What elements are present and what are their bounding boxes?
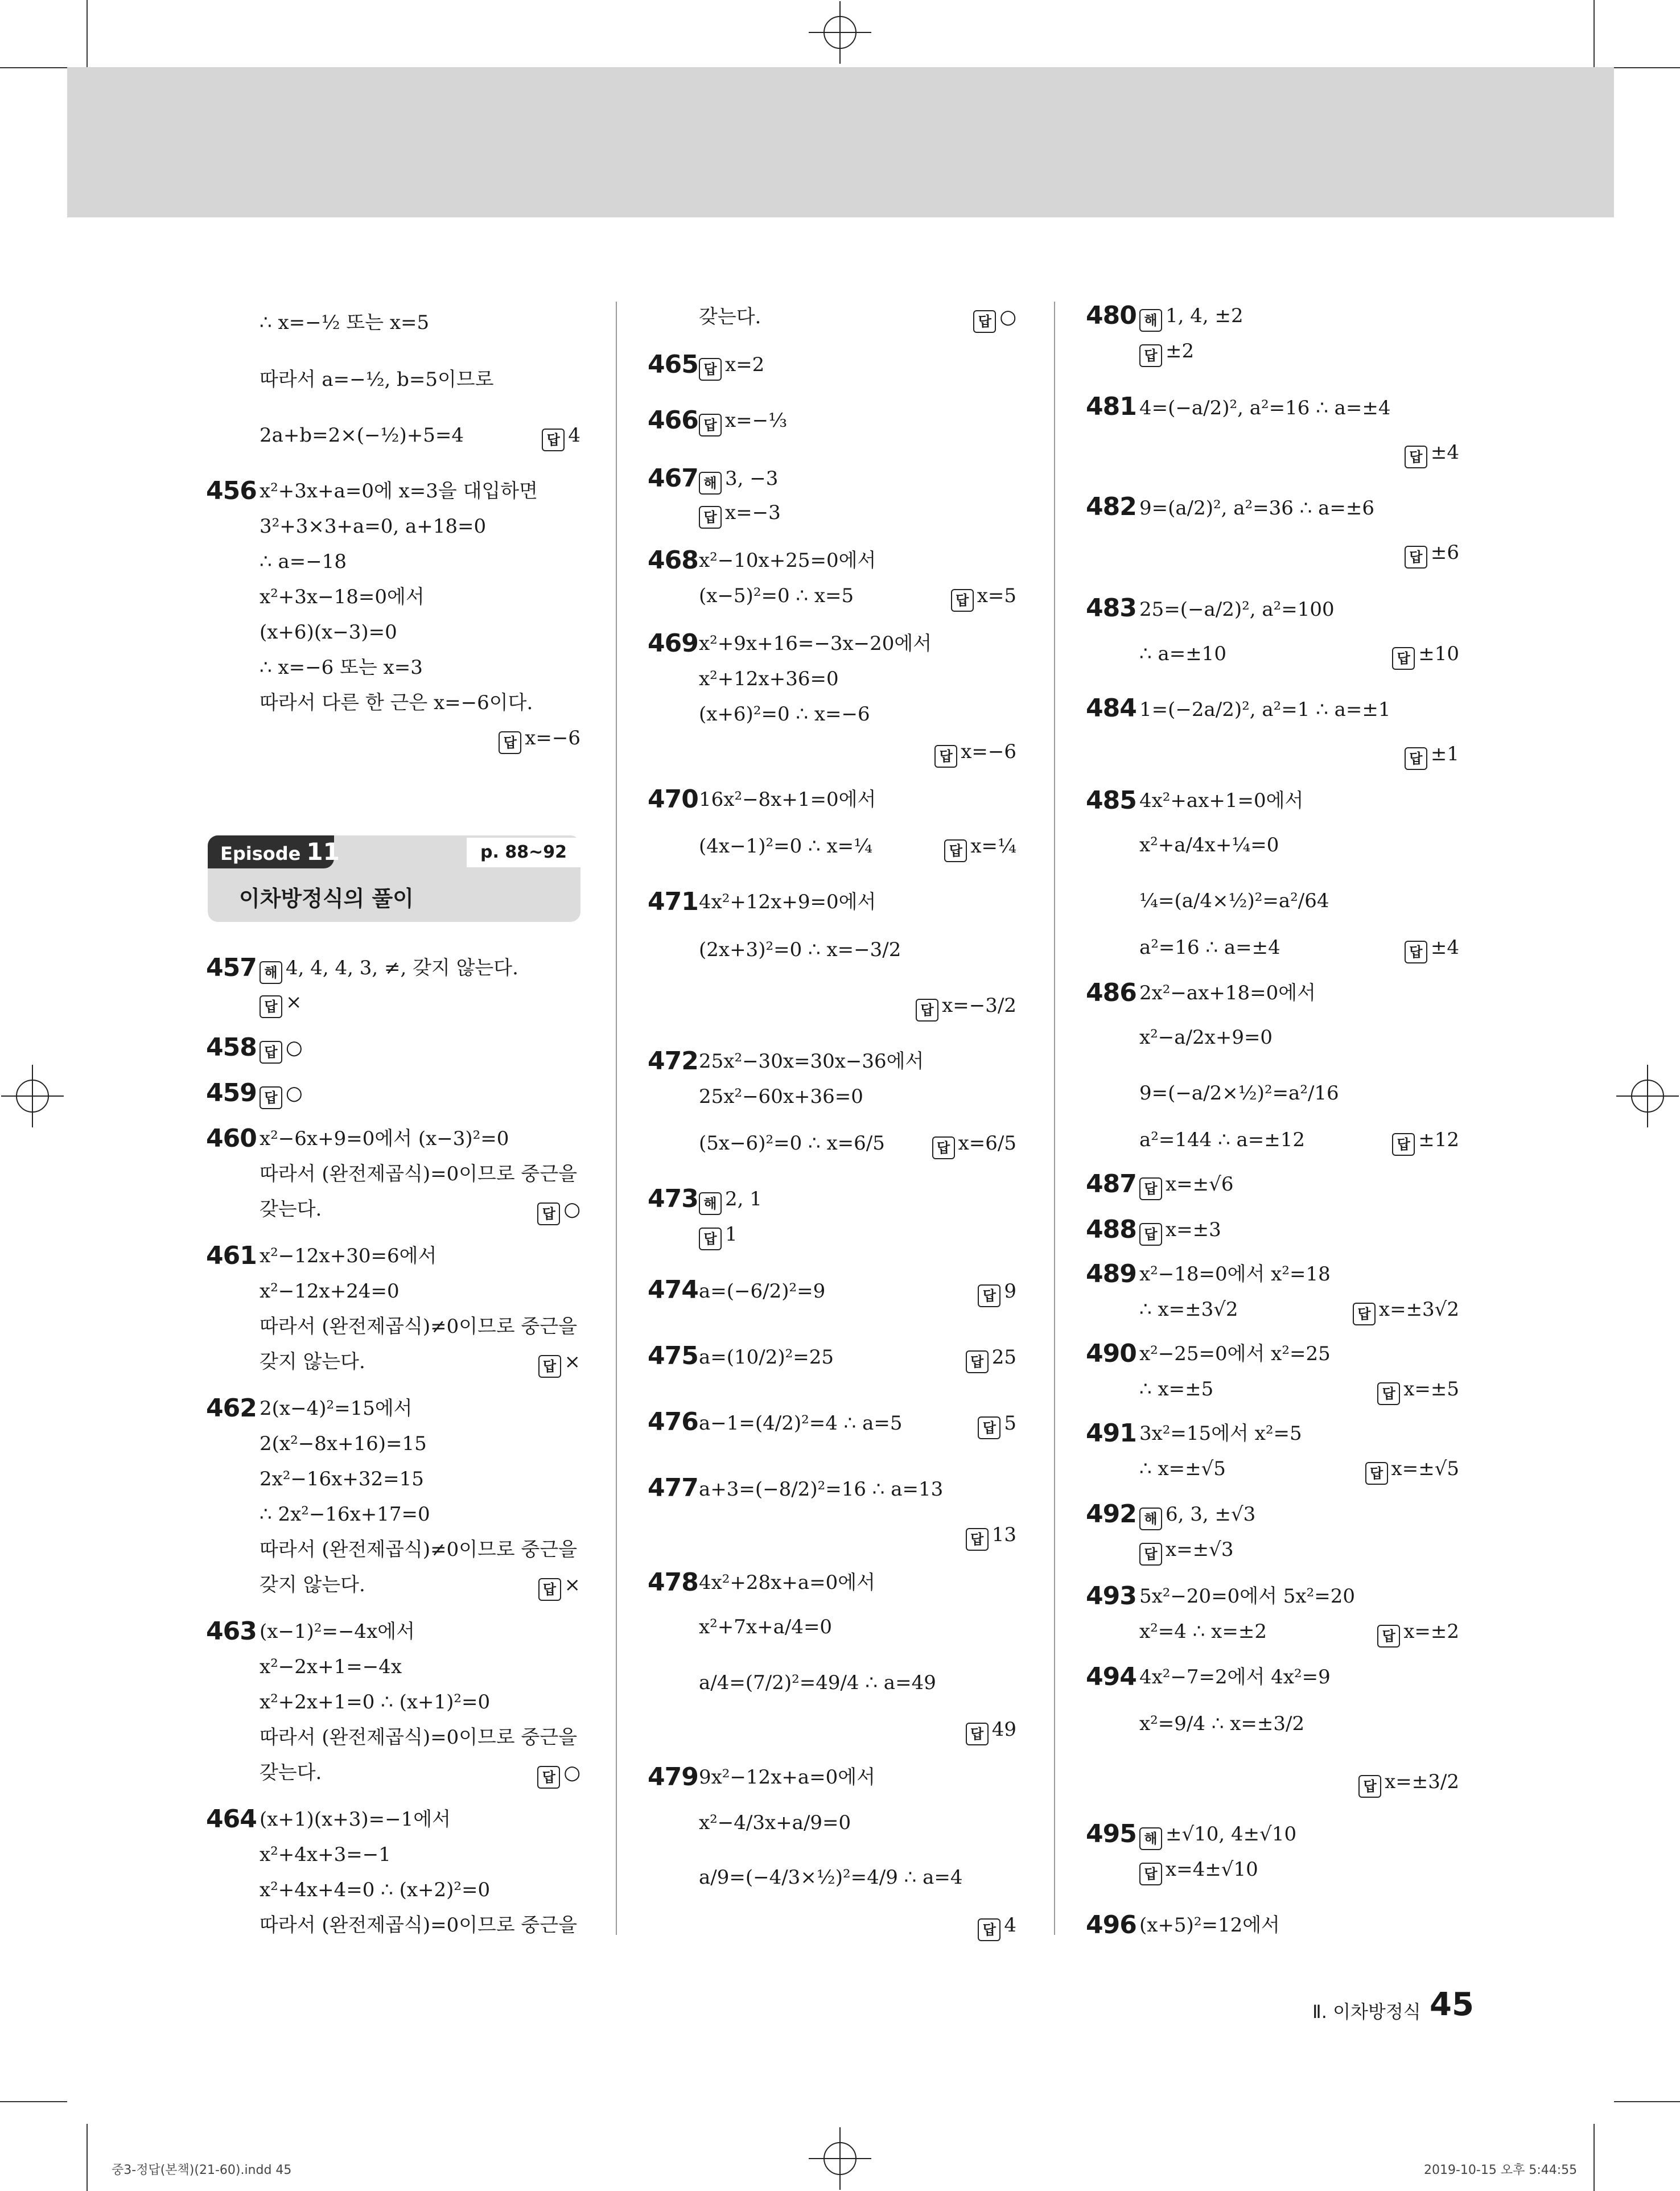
problem-number: 476 xyxy=(648,1407,698,1436)
solution-line: 갖는다. xyxy=(699,306,761,328)
answer-mark: 답 xyxy=(978,1416,1000,1439)
answer: 답 × xyxy=(538,1572,581,1601)
solution-line: x²+2x+1=0 ∴ (x+1)²=0 xyxy=(260,1691,491,1714)
answer-mark: 답 xyxy=(966,1723,989,1745)
registration-mark-left xyxy=(1,1065,64,1127)
solution-line: x²−4/3x+a/9=0 xyxy=(699,1811,851,1834)
solution-line: x²+3x−18=0에서 xyxy=(260,586,425,608)
answer-mark: 답 xyxy=(916,999,938,1022)
solution-line: 따라서 다른 한 근은 x=−6이다. xyxy=(260,691,533,714)
solution-line: ∴ x=−6 또는 x=3 xyxy=(260,656,423,679)
answer: 답 9 xyxy=(978,1278,1016,1307)
answer-mark: 답 xyxy=(699,506,722,529)
solution-line: (x−5)²=0 ∴ x=5 xyxy=(699,584,854,607)
explanation-mark: 해 xyxy=(699,472,722,495)
solution-line: 9=(−a/2×½)²=a²/16 xyxy=(1139,1082,1339,1105)
answer: 답 x=±5 xyxy=(1377,1376,1459,1405)
answer: 답 5 xyxy=(978,1410,1016,1439)
answer: 답 ○ xyxy=(973,304,1016,333)
page-number: 45 xyxy=(1430,1986,1474,2023)
solution-line: a/4=(7/2)²=49/4 ∴ a=49 xyxy=(699,1671,936,1694)
answer-mark: 답 xyxy=(944,839,967,862)
solution-line: (x+6)(x−3)=0 xyxy=(260,621,397,644)
answer: 답 ±12 xyxy=(1392,1127,1459,1156)
solution-line: 3²+3×3+a=0, a+18=0 xyxy=(260,515,487,538)
solution-line: ∴ a=±10 xyxy=(1139,643,1226,665)
answer-mark: 답 xyxy=(1377,1382,1400,1405)
solution-line: 해 1, 4, ±2 xyxy=(1139,303,1243,332)
solution-line: 1=(−2a/2)², a²=1 ∴ a=±1 xyxy=(1139,698,1391,721)
answer-mark: 답 xyxy=(1405,747,1427,770)
answer-mark: 답 xyxy=(1139,1177,1162,1200)
answer-mark: 답 xyxy=(699,1228,722,1250)
answer-mark: 답 xyxy=(1139,1543,1162,1566)
solution-line: x²−10x+25=0에서 xyxy=(699,549,876,572)
solution-line: 해 6, 3, ±√3 xyxy=(1139,1501,1255,1530)
trim-line-left-bottom xyxy=(0,2101,67,2102)
solution-line: x²−18=0에서 x²=18 xyxy=(1139,1263,1331,1286)
answer-mark: 답 xyxy=(951,589,974,612)
solution-line: 4x²+28x+a=0에서 xyxy=(699,1571,875,1594)
episode-number: 11 xyxy=(306,838,340,866)
solution-line: 따라서 (완전제곱식)=0이므로 중근을 xyxy=(260,1726,578,1749)
problem-number: 466 xyxy=(648,406,698,435)
problem-number: 480 xyxy=(1086,301,1137,330)
problem-number: 471 xyxy=(648,887,698,916)
solution-line: a/9=(−4/3×½)²=4/9 ∴ a=4 xyxy=(699,1866,963,1889)
solution-line: 9x²−12x+a=0에서 xyxy=(699,1766,875,1789)
answer: 답 x=5 xyxy=(951,583,1016,612)
answer-mark: 답 xyxy=(1405,941,1427,963)
explanation-mark: 해 xyxy=(1139,1508,1162,1530)
solution-line: 갖지 않는다. xyxy=(260,1350,365,1373)
problem-number: 464 xyxy=(206,1805,257,1834)
solution-line: ∴ x=±√5 xyxy=(1139,1457,1226,1480)
answer-mark: 답 xyxy=(1392,647,1415,670)
answer-mark: 답 xyxy=(260,995,282,1018)
answer: 답 x=2 xyxy=(699,352,764,381)
answer: 답 ±1 xyxy=(1405,741,1459,770)
answer: 답 4 xyxy=(978,1912,1016,1941)
explanation-mark: 해 xyxy=(1139,309,1162,332)
answer-mark: 답 xyxy=(966,1350,989,1373)
trim-line-top-left xyxy=(87,0,88,67)
solution-line: x²+12x+36=0 xyxy=(699,668,839,690)
registration-mark-right xyxy=(1616,1065,1679,1127)
explanation-mark: 해 xyxy=(260,961,282,984)
answer: 답 49 xyxy=(966,1716,1016,1745)
footer-section-label: Ⅱ. 이차방정식 xyxy=(1312,2001,1421,2023)
header-gray-band xyxy=(67,67,1614,217)
solution-line: 4x²+ax+1=0에서 xyxy=(1139,789,1304,812)
problem-number: 461 xyxy=(206,1241,257,1270)
solution-line: (x+1)(x+3)=−1에서 xyxy=(260,1808,451,1831)
solution-line: x²+7x+a/4=0 xyxy=(699,1616,833,1638)
print-slug-date: 2019-10-15 오후 5:44:55 xyxy=(1424,2163,1578,2177)
problem-number: 465 xyxy=(648,350,698,379)
answer-mark: 답 xyxy=(537,1202,560,1225)
answer: 답 x=−3/2 xyxy=(916,992,1016,1022)
answer-mark: 답 xyxy=(542,429,565,451)
problem-number: 469 xyxy=(648,629,698,658)
trim-line-left-top xyxy=(0,67,67,68)
explanation-mark: 해 xyxy=(1139,1827,1162,1850)
solution-line: 2x²−16x+32=15 xyxy=(260,1468,424,1490)
problem-number: 494 xyxy=(1086,1662,1137,1691)
answer-mark: 답 xyxy=(932,1136,955,1159)
problem-number: 482 xyxy=(1086,492,1137,521)
answer-mark: 답 xyxy=(1377,1625,1400,1648)
problem-number: 458 xyxy=(206,1033,257,1062)
answer-mark: 답 xyxy=(1358,1775,1381,1798)
solution-line: ¼=(a/4×½)²=a²/64 xyxy=(1139,889,1329,912)
solution-line: x²−25=0에서 x²=25 xyxy=(1139,1342,1331,1365)
solution-line: x²=4 ∴ x=±2 xyxy=(1139,1620,1267,1643)
problem-number: 484 xyxy=(1086,694,1137,723)
answer: 답 x=±3/2 xyxy=(1358,1769,1459,1798)
solution-line: ∴ a=−18 xyxy=(260,550,347,573)
solution-line: (x+5)²=12에서 xyxy=(1139,1914,1280,1937)
solution-line: 25x²−60x+36=0 xyxy=(699,1085,863,1108)
problem-number: 486 xyxy=(1086,978,1137,1007)
answer-mark: 답 xyxy=(699,358,722,381)
solution-line: 4x²+12x+9=0에서 xyxy=(699,891,876,913)
answer-mark: 답 xyxy=(1365,1462,1388,1485)
answer: 답 ±6 xyxy=(1405,539,1459,569)
solution-line: 25=(−a/2)², a²=100 xyxy=(1139,598,1335,621)
episode-title: 이차방정식의 풀이 xyxy=(239,886,414,911)
solution-line: (2x+3)²=0 ∴ x=−3/2 xyxy=(699,938,901,961)
answer: 답 ○ xyxy=(260,1035,303,1064)
answer: 답 13 xyxy=(966,1522,1016,1551)
problem-number: 490 xyxy=(1086,1339,1137,1368)
problem-number: 496 xyxy=(1086,1910,1137,1939)
solution-line: ∴ x=±3√2 xyxy=(1139,1298,1238,1321)
solution-line: a²=16 ∴ a=±4 xyxy=(1139,936,1280,959)
solution-line: 해 4, 4, 4, 3, ≠, 갖지 않는다. xyxy=(260,955,518,984)
answer: 답 ±4 xyxy=(1405,439,1459,468)
problem-number: 460 xyxy=(206,1124,257,1153)
solution-line: x²+3x+a=0에 x=3을 대입하면 xyxy=(260,480,538,503)
solution-line: a²=144 ∴ a=±12 xyxy=(1139,1129,1306,1151)
solution-line: x²−2x+1=−4x xyxy=(260,1655,402,1678)
answer: 답 ±10 xyxy=(1392,641,1459,670)
solution-line: 9=(a/2)², a²=36 ∴ a=±6 xyxy=(1139,497,1375,520)
trim-line-bottom-left xyxy=(87,2124,88,2191)
solution-line: x²−12x+24=0 xyxy=(260,1280,400,1303)
trim-line-right-bottom xyxy=(1614,2101,1680,2102)
answer-mark: 답 xyxy=(538,1578,561,1601)
solution-line: 따라서 (완전제곱식)=0이므로 중근을 xyxy=(260,1914,578,1937)
solution-line: x²+4x+4=0 ∴ (x+2)²=0 xyxy=(260,1879,491,1901)
column-divider-2 xyxy=(1054,302,1055,1935)
answer: 답 x=−6 xyxy=(934,739,1016,768)
answer: 답 ±4 xyxy=(1405,934,1459,963)
solution-line: 갖는다. xyxy=(260,1198,322,1221)
answer-mark: 답 xyxy=(934,745,957,768)
episode-page-range: p. 88~92 xyxy=(467,838,580,867)
solution-line: 따라서 (완전제곱식)=0이므로 중근을 xyxy=(260,1163,578,1185)
problem-number: 481 xyxy=(1086,392,1137,421)
solution-line: (5x−6)²=0 ∴ x=6/5 xyxy=(699,1132,885,1155)
problem-number: 477 xyxy=(648,1473,698,1502)
solution-line: 5x²−20=0에서 5x²=20 xyxy=(1139,1585,1355,1608)
solution-line: x²+4x+3=−1 xyxy=(260,1843,391,1866)
solution-line: ∴ x=−½ 또는 x=5 xyxy=(260,311,430,334)
solution-line: 4x²−7=2에서 4x²=9 xyxy=(1139,1666,1331,1688)
problem-number: 463 xyxy=(206,1617,257,1646)
problem-number: 478 xyxy=(648,1568,698,1597)
problem-number: 485 xyxy=(1086,786,1137,815)
solution-line: 갖지 않는다. xyxy=(260,1574,365,1596)
registration-mark-top xyxy=(809,1,871,64)
answer: 답 x=±2 xyxy=(1377,1618,1459,1648)
solution-line: a=(−6/2)²=9 xyxy=(699,1280,826,1303)
solution-line: (x+6)²=0 ∴ x=−6 xyxy=(699,703,870,726)
answer-mark: 답 xyxy=(978,1284,1000,1307)
answer: 답 4 xyxy=(542,422,580,451)
problem-number: 493 xyxy=(1086,1582,1137,1611)
solution-line: 3x²=15에서 x²=5 xyxy=(1139,1422,1302,1445)
trim-line-right-top xyxy=(1614,67,1680,68)
answer-mark: 답 xyxy=(1405,446,1427,468)
answer: 답 x=−3 xyxy=(699,500,781,529)
answer-mark: 답 xyxy=(499,731,521,754)
answer-mark: 답 xyxy=(260,1041,282,1064)
problem-number: 473 xyxy=(648,1184,698,1213)
problem-number: 492 xyxy=(1086,1500,1137,1529)
solution-line: (4x−1)²=0 ∴ x=¼ xyxy=(699,835,873,858)
answer-mark: 답 xyxy=(699,414,722,436)
print-slug-file: 중3-정답(본책)(21-60).indd 45 xyxy=(112,2163,292,2177)
answer: 답 x=±3√2 xyxy=(1353,1296,1459,1325)
answer: 답 1 xyxy=(699,1221,738,1250)
solution-line: a+3=(−8/2)²=16 ∴ a=13 xyxy=(699,1478,944,1501)
answer: 답 x=±√5 xyxy=(1365,1456,1459,1485)
answer: 답 ○ xyxy=(537,1760,580,1789)
solution-line: 해 2, 1 xyxy=(699,1186,762,1215)
solution-line: x²−a/2x+9=0 xyxy=(1139,1026,1273,1049)
answer: 답 x=−6 xyxy=(499,725,580,754)
solution-line: 2(x²−8x+16)=15 xyxy=(260,1432,427,1455)
problem-number: 489 xyxy=(1086,1259,1137,1288)
answer-mark: 답 xyxy=(1139,1223,1162,1246)
solution-line: 25x²−30x=30x−36에서 xyxy=(699,1050,924,1073)
solution-line: ∴ 2x²−16x+17=0 xyxy=(260,1503,430,1526)
solution-line: 4=(−a/2)², a²=16 ∴ a=±4 xyxy=(1139,397,1391,419)
solution-line: 따라서 (완전제곱식)≠0이므로 중근을 xyxy=(260,1315,578,1338)
answer: 답 × xyxy=(260,989,302,1018)
problem-number: 456 xyxy=(206,476,257,505)
answer-mark: 답 xyxy=(1139,344,1162,367)
answer-mark: 답 xyxy=(538,1355,561,1378)
solution-line: x²=9/4 ∴ x=±3/2 xyxy=(1139,1712,1305,1735)
problem-number: 468 xyxy=(648,546,698,575)
column-divider-1 xyxy=(616,302,617,1935)
solution-line: 2a+b=2×(−½)+5=4 xyxy=(260,424,464,447)
solution-line: 2(x−4)²=15에서 xyxy=(260,1397,413,1420)
solution-line: x²+a/4x+¼=0 xyxy=(1139,834,1279,856)
trim-line-top-right xyxy=(1593,0,1595,67)
answer: 답 x=±√3 xyxy=(1139,1537,1233,1566)
answer-mark: 답 xyxy=(978,1918,1000,1941)
answer: 답 ○ xyxy=(260,1080,303,1109)
episode-tag: Episode 11 xyxy=(208,835,334,868)
problem-number: 474 xyxy=(648,1275,698,1304)
solution-line: 해 3, −3 xyxy=(699,466,778,495)
answer: 답 x=4±√10 xyxy=(1139,1856,1258,1885)
problem-number: 495 xyxy=(1086,1819,1137,1848)
problem-number: 479 xyxy=(648,1762,698,1791)
problem-number: 487 xyxy=(1086,1169,1137,1199)
solution-line: x²−12x+30=6에서 xyxy=(260,1245,437,1267)
solution-line: (x−1)²=−4x에서 xyxy=(260,1620,415,1643)
problem-number: 459 xyxy=(206,1078,257,1107)
answer-mark: 답 xyxy=(537,1766,560,1789)
problem-number: 467 xyxy=(648,464,698,493)
solution-line: 해 ±√10, 4±√10 xyxy=(1139,1821,1296,1850)
answer: 답 25 xyxy=(966,1344,1016,1373)
solution-line: x²−6x+9=0에서 (x−3)²=0 xyxy=(260,1127,509,1150)
problem-number: 457 xyxy=(206,953,257,982)
solution-line: 갖는다. xyxy=(260,1761,322,1784)
solution-line: 16x²−8x+1=0에서 xyxy=(699,788,876,811)
solution-line: ∴ x=±5 xyxy=(1139,1378,1214,1401)
answer: 답 x=±3 xyxy=(1139,1217,1221,1246)
answer-mark: 답 xyxy=(1405,546,1427,569)
solution-line: x²+9x+16=−3x−20에서 xyxy=(699,632,932,655)
answer: 답 ±2 xyxy=(1139,338,1194,367)
answer-mark: 답 xyxy=(1139,1863,1162,1885)
answer: 답 x=¼ xyxy=(944,833,1016,862)
solution-line: a=(10/2)²=25 xyxy=(699,1346,834,1369)
answer-mark: 답 xyxy=(1392,1133,1415,1156)
solution-line: 따라서 a=−½, b=5이므로 xyxy=(260,368,494,391)
problem-number: 488 xyxy=(1086,1215,1137,1244)
problem-number: 462 xyxy=(206,1394,257,1423)
answer-mark: 답 xyxy=(1353,1303,1376,1325)
problem-number: 483 xyxy=(1086,594,1137,623)
trim-line-bottom-right xyxy=(1593,2124,1595,2191)
answer: 답 ○ xyxy=(537,1196,580,1225)
solution-line: 2x²−ax+18=0에서 xyxy=(1139,982,1316,1004)
explanation-mark: 해 xyxy=(699,1192,722,1215)
problem-number: 491 xyxy=(1086,1419,1137,1448)
problem-number: 470 xyxy=(648,785,698,814)
answer-mark: 답 xyxy=(966,1528,989,1551)
problem-number: 475 xyxy=(648,1341,698,1370)
solution-line: a−1=(4/2)²=4 ∴ a=5 xyxy=(699,1412,903,1435)
registration-mark-bottom xyxy=(809,2127,871,2190)
answer: 답 × xyxy=(538,1349,581,1378)
answer-mark: 답 xyxy=(973,310,996,333)
answer: 답 x=−⅓ xyxy=(699,407,787,436)
answer-mark: 답 xyxy=(260,1086,282,1109)
answer: 답 x=6/5 xyxy=(932,1130,1016,1159)
problem-number: 472 xyxy=(648,1047,698,1076)
answer: 답 x=±√6 xyxy=(1139,1171,1233,1200)
solution-line: 따라서 (완전제곱식)≠0이므로 중근을 xyxy=(260,1538,578,1561)
